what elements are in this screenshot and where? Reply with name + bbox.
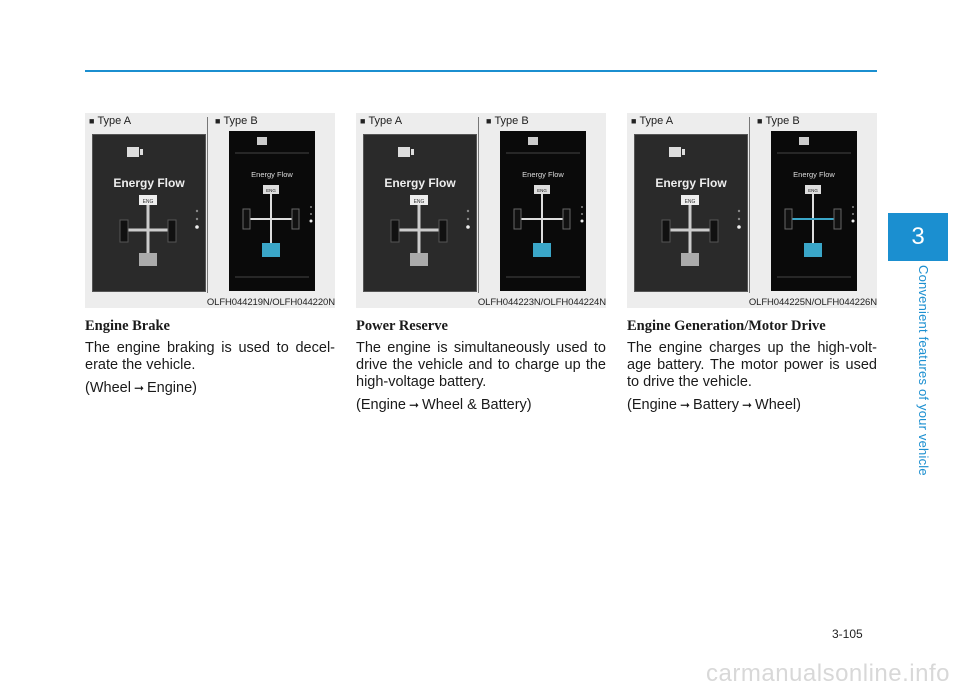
square-bullet-icon: ■ xyxy=(631,116,637,126)
square-bullet-icon: ■ xyxy=(360,116,366,126)
section-heading: Engine Generation/Motor Drive xyxy=(627,318,826,334)
figure-divider xyxy=(749,117,750,293)
energy-flow-screen-b xyxy=(229,131,315,291)
energy-flow-screen-a xyxy=(92,134,206,292)
section-engine-generation xyxy=(627,113,877,414)
figure xyxy=(627,113,877,308)
screen-a-title: Energy Flow xyxy=(384,176,456,190)
energy-flow-screen-b xyxy=(771,131,857,291)
figure-code: OLFH044219N/OLFH044220N xyxy=(206,297,335,308)
figure-code: OLFH044225N/OLFH044226N xyxy=(748,297,877,308)
square-bullet-icon: ■ xyxy=(89,116,95,126)
figure xyxy=(356,113,606,308)
section-engine-brake xyxy=(85,113,335,397)
eng-label: ENG xyxy=(808,188,818,193)
right-arrow-icon: ➞ xyxy=(408,398,420,412)
type-b-label: ■ Type B xyxy=(215,115,258,127)
eng-label: ENG xyxy=(142,199,154,205)
chapter-tab: 3 xyxy=(888,213,948,261)
square-bullet-icon: ■ xyxy=(215,116,221,126)
screen-b-title: Energy Flow xyxy=(522,170,564,179)
figure-divider xyxy=(478,117,479,293)
square-bullet-icon: ■ xyxy=(486,116,492,126)
watermark: carmanualsonline.info xyxy=(706,660,950,687)
section-body: The engine charges up the high-volt-age battery. The motor power is used to drive the vehicle. xyxy=(627,340,877,390)
top-rule xyxy=(85,70,877,72)
screen-b-title: Energy Flow xyxy=(793,170,835,179)
figure-divider xyxy=(207,117,208,293)
energy-flow-screen-a xyxy=(363,134,477,292)
section-power-reserve xyxy=(356,113,606,414)
type-a-label: ■ Type A xyxy=(89,115,132,127)
section-heading: Power Reserve xyxy=(356,318,448,334)
right-arrow-icon: ➞ xyxy=(679,398,691,412)
chapter-title: Convenient features of your vehicle xyxy=(916,265,931,476)
screen-a-title: Energy Flow xyxy=(113,176,185,190)
section-body: The engine is simultaneously used to drive the vehicle and to charge up the high-voltage battery. xyxy=(356,340,606,390)
energy-flow-path: (Engine ➞ Battery ➞ Wheel) xyxy=(627,397,801,413)
energy-flow-path: (Engine ➞ Wheel & Battery) xyxy=(356,397,532,413)
right-arrow-icon: ➞ xyxy=(741,398,753,412)
eng-label: ENG xyxy=(684,199,696,205)
right-arrow-icon: ➞ xyxy=(133,381,144,395)
eng-label: ENG xyxy=(537,188,547,193)
type-a-label: ■ Type A xyxy=(631,115,674,127)
energy-flow-path: (Wheel ➞ Engine) xyxy=(85,380,197,396)
eng-label: ENG xyxy=(413,199,425,205)
type-b-label: ■ Type B xyxy=(757,115,800,127)
figure xyxy=(85,113,335,308)
type-b-label: ■ Type B xyxy=(486,115,529,127)
type-a-label: ■ Type A xyxy=(360,115,403,127)
energy-flow-screen-b xyxy=(500,131,586,291)
section-body: The engine braking is used to decel-erate the vehicle. xyxy=(85,340,335,373)
screen-b-title: Energy Flow xyxy=(251,170,293,179)
section-heading: Engine Brake xyxy=(85,318,170,334)
energy-flow-screen-a xyxy=(634,134,748,292)
figure-code: OLFH044223N/OLFH044224N xyxy=(477,297,606,308)
square-bullet-icon: ■ xyxy=(757,116,763,126)
page-number: 3-105 xyxy=(832,627,863,641)
screen-a-title: Energy Flow xyxy=(655,176,727,190)
eng-label: ENG xyxy=(266,188,276,193)
